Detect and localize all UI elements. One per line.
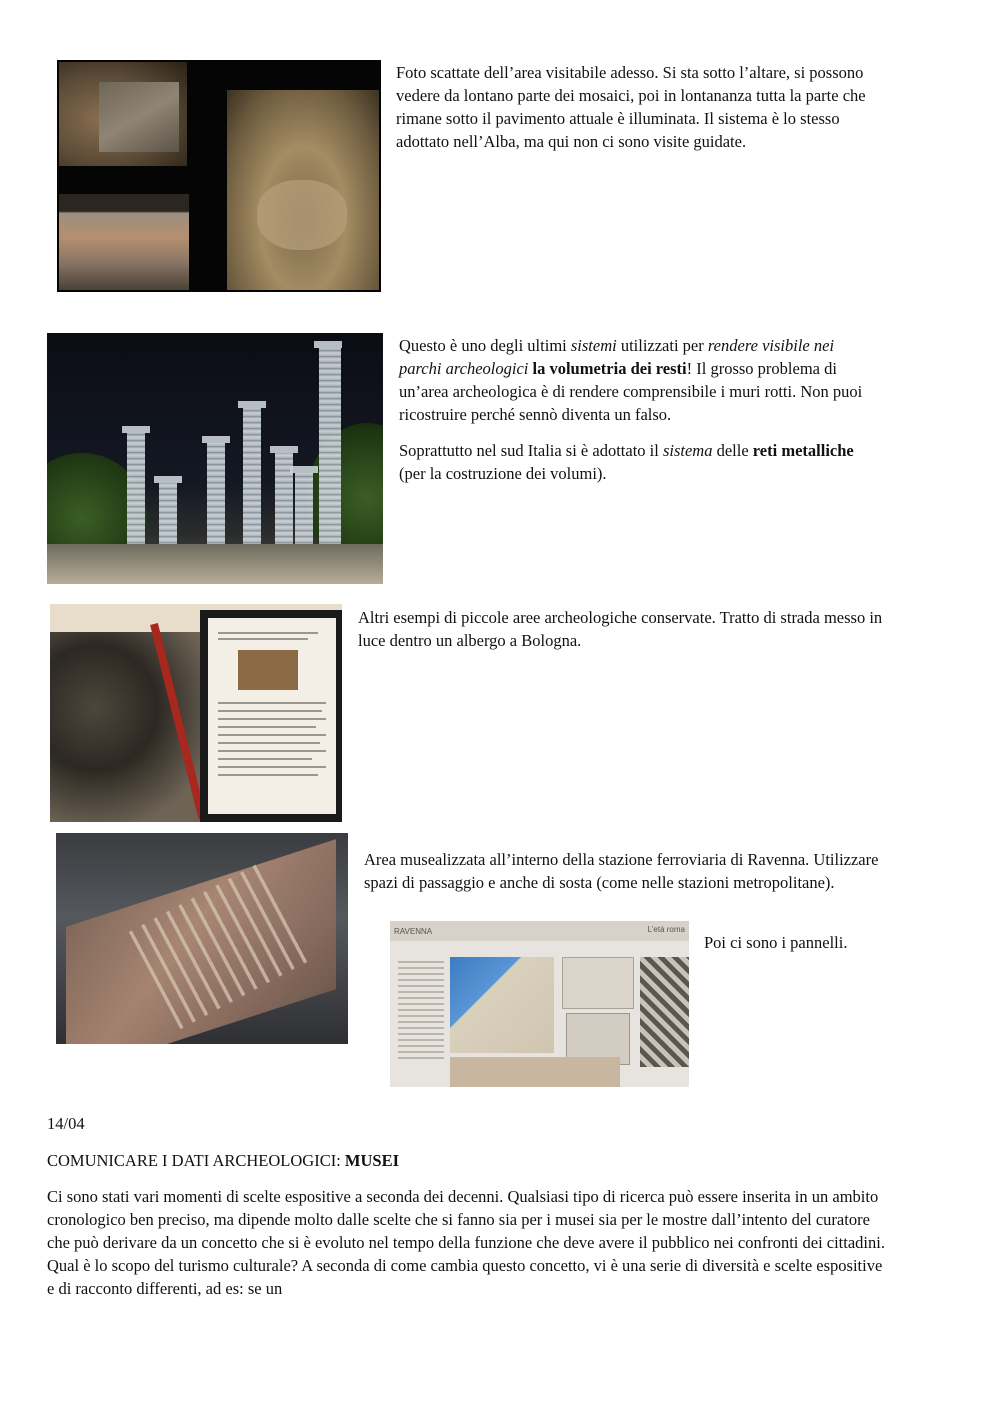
panel-drawing	[562, 957, 634, 1009]
text-line	[218, 750, 326, 752]
text-line	[218, 638, 308, 640]
body-paragraph: Ci sono stati vari momenti di scelte espositive a seconda dei decenni. Qualsiasi tipo di ricerca può essere inserita in un ambito cronologico ben preciso, ma dipende molto dalle scelte che si fanno sia per i musei sia per le mostre dall’intento del curatore che può derivare da un concetto che si è evoluto nel tempo della funzione che deve avere il pubblico nei confronti dei cittadini. Qual è lo scopo del turismo culturale? A seconda di come cambia questo concetto, vi è una serie di diversità e scelte espositive e di racconto differenti, ad es: se un	[47, 1187, 885, 1298]
text-span: Soprattutto nel sud Italia si è adottato il	[399, 441, 663, 460]
text-line	[218, 742, 320, 744]
panel-header-band	[390, 921, 689, 941]
date-label: 14/04	[47, 1114, 85, 1133]
text-line	[218, 774, 318, 776]
text-span: ! Il grosso problema di un’area archeologica è di rendere comprensibile i muri rotti. Non puoi ricostruire perché sennò diventa un falso.	[399, 359, 863, 424]
panel-text-column	[398, 961, 444, 1061]
bold-span: la volumetria dei resti	[532, 359, 687, 378]
body-text	[47, 1185, 892, 1300]
text-span: Questo è uno degli ultimi	[399, 336, 571, 355]
panel-label-right: L’età roma	[647, 925, 685, 934]
panel-map	[450, 957, 554, 1053]
text-line	[218, 734, 326, 736]
text-line	[218, 702, 326, 704]
excavation-photo	[227, 90, 379, 290]
block3-paragraph: Altri esempi di piccole aree archeologiche conservate. Tratto di strada messo in luce dentro un albergo a Bologna.	[358, 608, 883, 650]
column	[319, 347, 341, 572]
panels-caption-text: Poi ci sono i pannelli.	[704, 933, 848, 952]
block1-paragraph: Foto scattate dell’area visitabile adesso. Si sta sotto l’altare, si possono vedere da lontano parte dei mosaici, poi in lontananza tutta la parte che rimane sotto il pavimento attuale è illuminata. Il sistema è lo stesso adottato nell’Alba, ma qui non ci sono visite guidate.	[396, 63, 866, 151]
text-line	[218, 710, 322, 712]
ravenna-station-showcase-photo	[56, 833, 348, 1044]
block2-paragraph-1	[399, 334, 869, 426]
section-heading	[47, 1149, 927, 1172]
text-line	[218, 726, 316, 728]
block4-text	[364, 848, 884, 894]
heading-bold: MUSEI	[344, 1151, 400, 1170]
panel-relief	[450, 1057, 620, 1087]
text-line	[218, 766, 326, 768]
text-span: delle	[712, 441, 753, 460]
italic-span: sistemi	[570, 336, 617, 355]
block3-text	[358, 606, 888, 652]
text-line	[218, 758, 312, 760]
metal-columns-night-photo	[47, 333, 383, 584]
block1-text	[396, 61, 886, 153]
text-line	[218, 718, 326, 720]
text-span: (per la costruzione dei volumi).	[399, 464, 607, 483]
mosaic-photo	[59, 62, 187, 166]
bologna-hotel-road-photo	[50, 604, 342, 822]
bold-span: reti metalliche	[752, 441, 854, 460]
text-line	[218, 632, 318, 634]
italic-span: rendere visibile nei parchi archeologici	[399, 336, 835, 378]
info-panel-sheet	[208, 618, 336, 814]
panels-caption	[704, 931, 904, 954]
block2-text	[399, 334, 869, 485]
block4-paragraph: Area musealizzata all’interno della stazione ferroviaria di Ravenna. Utilizzare spazi di passaggio e anche di sosta (come nelle stazioni metropolitane).	[364, 850, 879, 892]
panel-label-left: RAVENNA	[394, 927, 433, 936]
information-panels-photo	[390, 921, 689, 1087]
text-span: utilizzati per	[616, 336, 708, 355]
frescoed-wall-photo	[59, 194, 189, 290]
italic-span: sistema	[662, 441, 713, 460]
block2-paragraph-2	[399, 439, 869, 485]
panel-image	[238, 650, 298, 690]
altar-area-photo-collage	[57, 60, 381, 292]
panel-plan	[640, 957, 689, 1067]
heading-prefix: COMUNICARE I DATI ARCHEOLOGICI:	[47, 1151, 345, 1170]
ground	[47, 544, 383, 584]
